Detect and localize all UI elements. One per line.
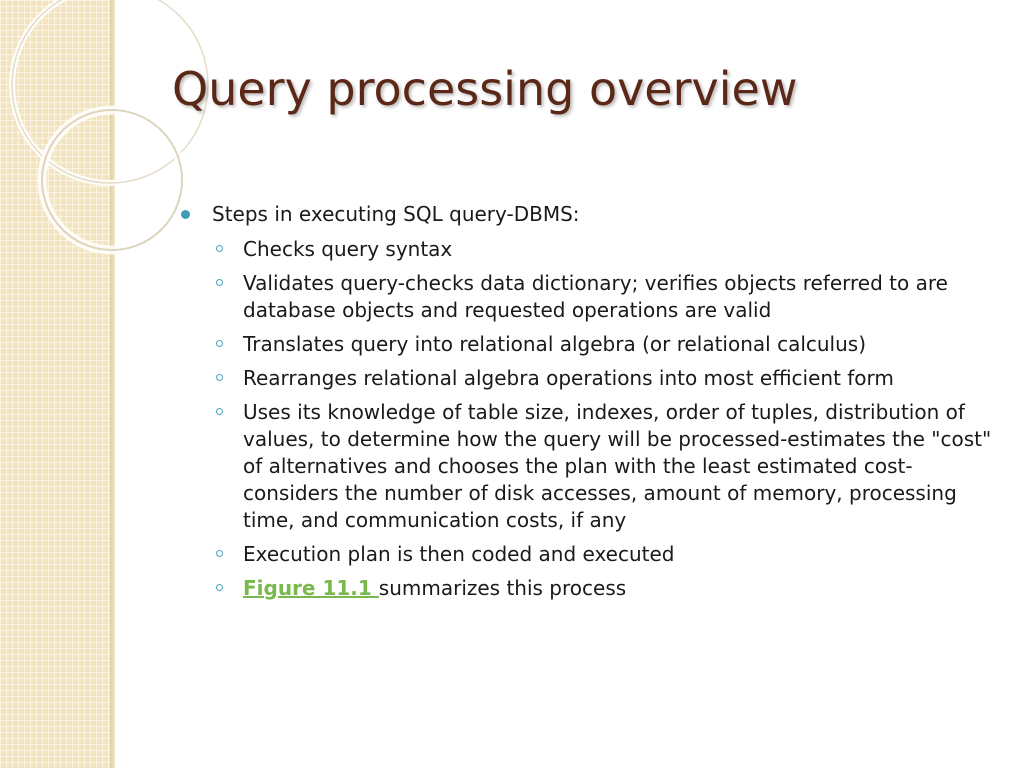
sub-bullet-item xyxy=(212,541,994,568)
hollow-circle-bullet-icon xyxy=(216,408,223,415)
main-bullet-text: Steps in executing SQL query-DBMS: xyxy=(212,202,580,226)
sub-bullet-item xyxy=(212,270,994,324)
sub-bullet-item-figure xyxy=(212,575,994,602)
hollow-circle-bullet-icon xyxy=(216,374,223,381)
sub-bullet-text: Checks query syntax xyxy=(243,237,453,261)
slide-title: Query processing overview xyxy=(172,62,798,116)
main-bullet-item xyxy=(178,200,994,602)
sub-bullet-text: Validates query-checks data dictionary; verifies objects referred to are database objects and requested operations are valid xyxy=(243,271,948,322)
filled-circle-bullet-icon xyxy=(181,210,190,219)
sub-bullet-text: Translates query into relational algebra (or relational calculus) xyxy=(243,332,867,356)
sub-bullet-text: summarizes this process xyxy=(378,576,627,600)
sub-bullet-item xyxy=(212,399,994,534)
hollow-circle-bullet-icon xyxy=(216,584,223,591)
hollow-circle-bullet-icon xyxy=(216,245,223,252)
sub-bullet-item xyxy=(212,236,994,263)
hollow-circle-bullet-icon xyxy=(216,279,223,286)
sub-bullet-item xyxy=(212,365,994,392)
slide-content xyxy=(178,200,994,602)
bullet-list xyxy=(178,200,994,602)
hollow-circle-bullet-icon xyxy=(216,550,223,557)
sub-bullet-list xyxy=(212,236,994,602)
figure-11-1-link[interactable]: Figure 11.1 xyxy=(243,576,379,600)
hollow-circle-bullet-icon xyxy=(216,340,223,347)
sub-bullet-text: Execution plan is then coded and executed xyxy=(243,542,675,566)
sub-bullet-item xyxy=(212,331,994,358)
sub-bullet-text: Rearranges relational algebra operations into most efficient form xyxy=(243,366,894,390)
sub-bullet-text: Uses its knowledge of table size, indexes, order of tuples, distribution of values, to determine how the query will be processed-estimates the "cost" of alternatives and chooses the plan with the least estimated cost-considers the number of disk accesses, amount of memory, processing time, and communication costs, if any xyxy=(243,400,992,532)
